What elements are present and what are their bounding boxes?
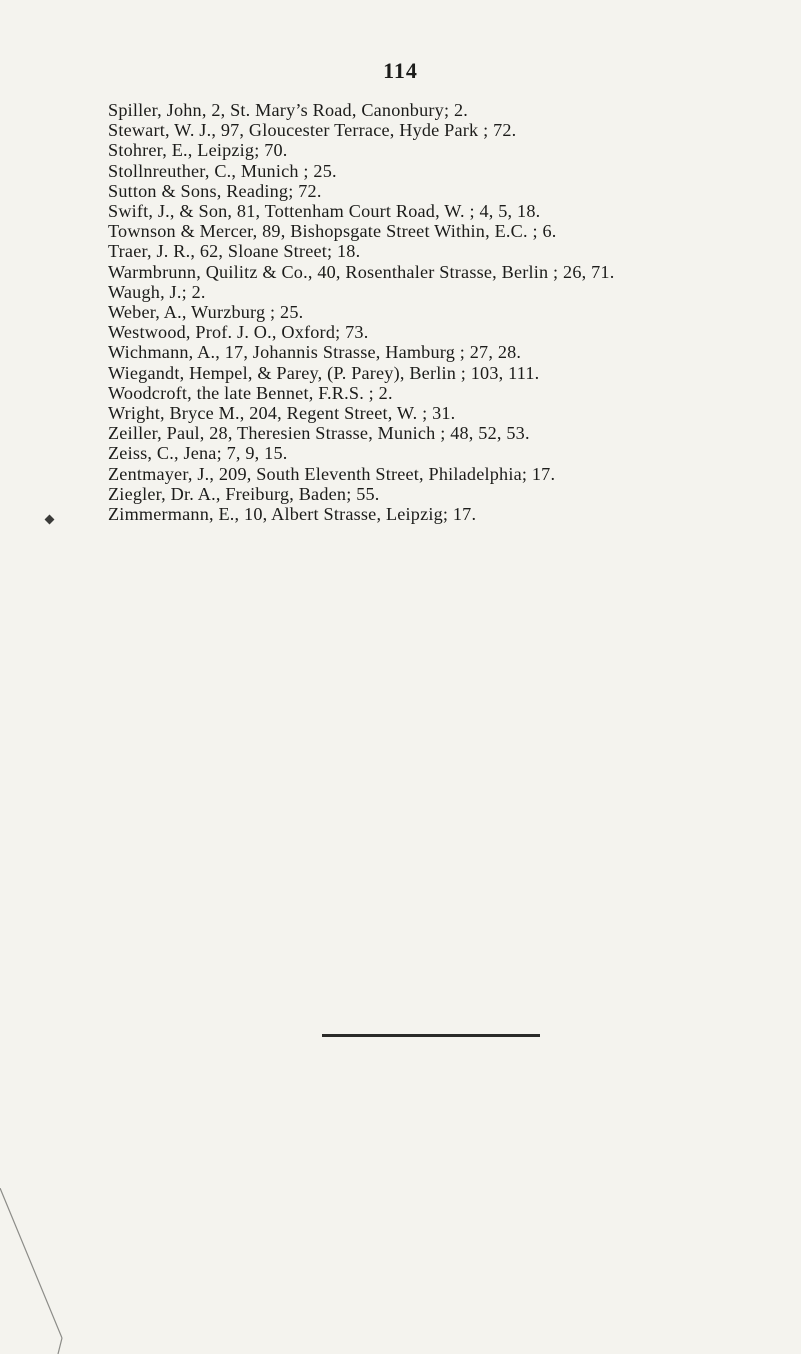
index-entries-list	[108, 100, 798, 524]
index-entry: Spiller, John, 2, St. Mary’s Road, Canonbury; 2.	[108, 100, 468, 120]
page-corner-fold-mark	[0, 1188, 140, 1354]
index-entry: Warmbrunn, Quilitz & Co., 40, Rosenthaler Strasse, Berlin ; 26, 71.	[108, 261, 615, 282]
index-entry: Swift, J., & Son, 81, Tottenham Court Road, W. ; 4, 5, 18.	[108, 201, 541, 222]
index-entry: Townson & Mercer, 89, Bishopsgate Street Within, E.C. ; 6.	[108, 221, 557, 242]
index-entry: Woodcroft, the late Bennet, F.R.S. ; 2.	[108, 382, 393, 403]
index-entry: Zentmayer, J., 209, South Eleventh Street, Philadelphia; 17.	[108, 463, 556, 484]
index-entry: Zeiller, Paul, 28, Theresien Strasse, Munich ; 48, 52, 53.	[108, 423, 530, 444]
index-entry: Wichmann, A., 17, Johannis Strasse, Hamburg ; 27, 28.	[108, 342, 522, 363]
index-entry: Sutton & Sons, Reading; 72.	[108, 180, 322, 201]
index-entry: Stewart, W. J., 97, Gloucester Terrace, Hyde Park ; 72.	[108, 120, 517, 141]
page-number: 114	[383, 58, 418, 83]
closing-rule-divider	[322, 1034, 540, 1037]
index-entry: Waugh, J.; 2.	[108, 281, 206, 302]
index-entry: Wright, Bryce M., 204, Regent Street, W. ; 31.	[108, 403, 456, 424]
index-entry: Ziegler, Dr. A., Freiburg, Baden; 55.	[108, 483, 380, 504]
index-entry: Wiegandt, Hempel, & Parey, (P. Parey), Berlin ; 103, 111.	[108, 362, 540, 383]
index-entry: Weber, A., Wurzburg ; 25.	[108, 302, 304, 323]
index-entry: Zeiss, C., Jena; 7, 9, 15.	[108, 443, 288, 464]
margin-bullet-mark	[45, 515, 55, 525]
index-entry: Stollnreuther, C., Munich ; 25.	[108, 160, 337, 181]
index-entry: Zimmermann, E., 10, Albert Strasse, Leipzig; 17.	[108, 504, 477, 525]
index-entry: Westwood, Prof. J. O., Oxford; 73.	[108, 322, 369, 343]
index-entry: Traer, J. R., 62, Sloane Street; 18.	[108, 241, 361, 262]
index-entry: Stohrer, E., Leipzig; 70.	[108, 140, 288, 161]
